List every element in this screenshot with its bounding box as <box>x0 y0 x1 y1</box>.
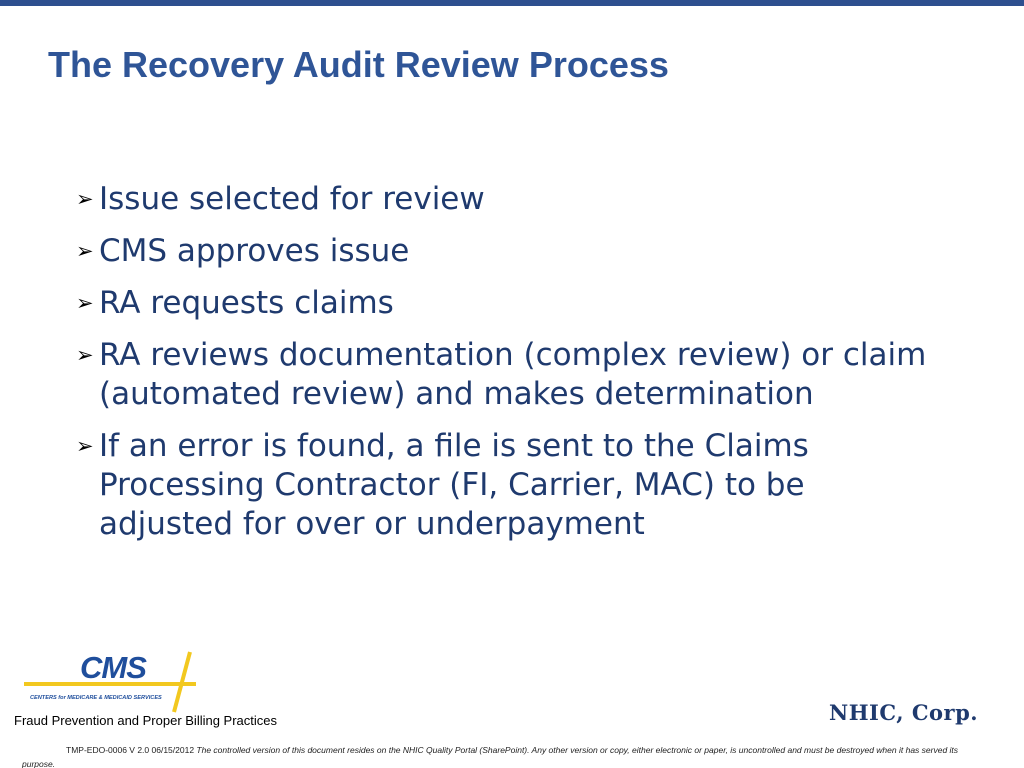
disclaimer-text: The controlled version of this document resides on the NHIC Quality Portal (SharePoint). Any other version or copy, either electronic or paper, is uncontrolled and must be destroyed when it has served its purpose. <box>22 745 959 768</box>
arrow-bullet-icon: ➢ <box>76 291 94 315</box>
slide-title: The Recovery Audit Review Process <box>48 44 669 85</box>
nhic-logo: NHIC, Corp. <box>829 700 979 725</box>
bullet-text: CMS approves issue <box>99 233 410 269</box>
bullet-text: RA requests claims <box>99 285 394 321</box>
bullet-item <box>76 427 936 544</box>
cms-logo-wordmark: CMS <box>80 650 146 685</box>
bullet-text: If an error is found, a file is sent to the Claims Processing Contractor (FI, Carrier, MAC) to be adjusted for over or underpayment <box>99 428 809 542</box>
arrow-bullet-icon: ➢ <box>76 343 94 367</box>
cms-logo <box>24 648 200 714</box>
arrow-bullet-icon: ➢ <box>76 239 94 263</box>
bullet-text: Issue selected for review <box>99 181 485 217</box>
bullet-item <box>76 284 936 323</box>
top-accent-bar <box>0 0 1024 6</box>
cms-logo-tagline: CENTERS for MEDICARE & MEDICAID SERVICES <box>30 695 162 701</box>
bullet-text: RA reviews documentation (complex review) or claim (automated review) and makes determination <box>99 337 927 412</box>
presentation-name: Fraud Prevention and Proper Billing Practices <box>14 713 278 728</box>
document-id: TMP-EDO-0006 V 2.0 06/15/2012 <box>66 745 195 755</box>
arrow-bullet-icon: ➢ <box>76 434 94 458</box>
bullet-list <box>76 180 936 557</box>
bullet-item <box>76 336 936 414</box>
bullet-item <box>76 232 936 271</box>
arrow-bullet-icon: ➢ <box>76 187 94 211</box>
bullet-item <box>76 180 936 219</box>
footer-disclaimer <box>22 743 972 768</box>
